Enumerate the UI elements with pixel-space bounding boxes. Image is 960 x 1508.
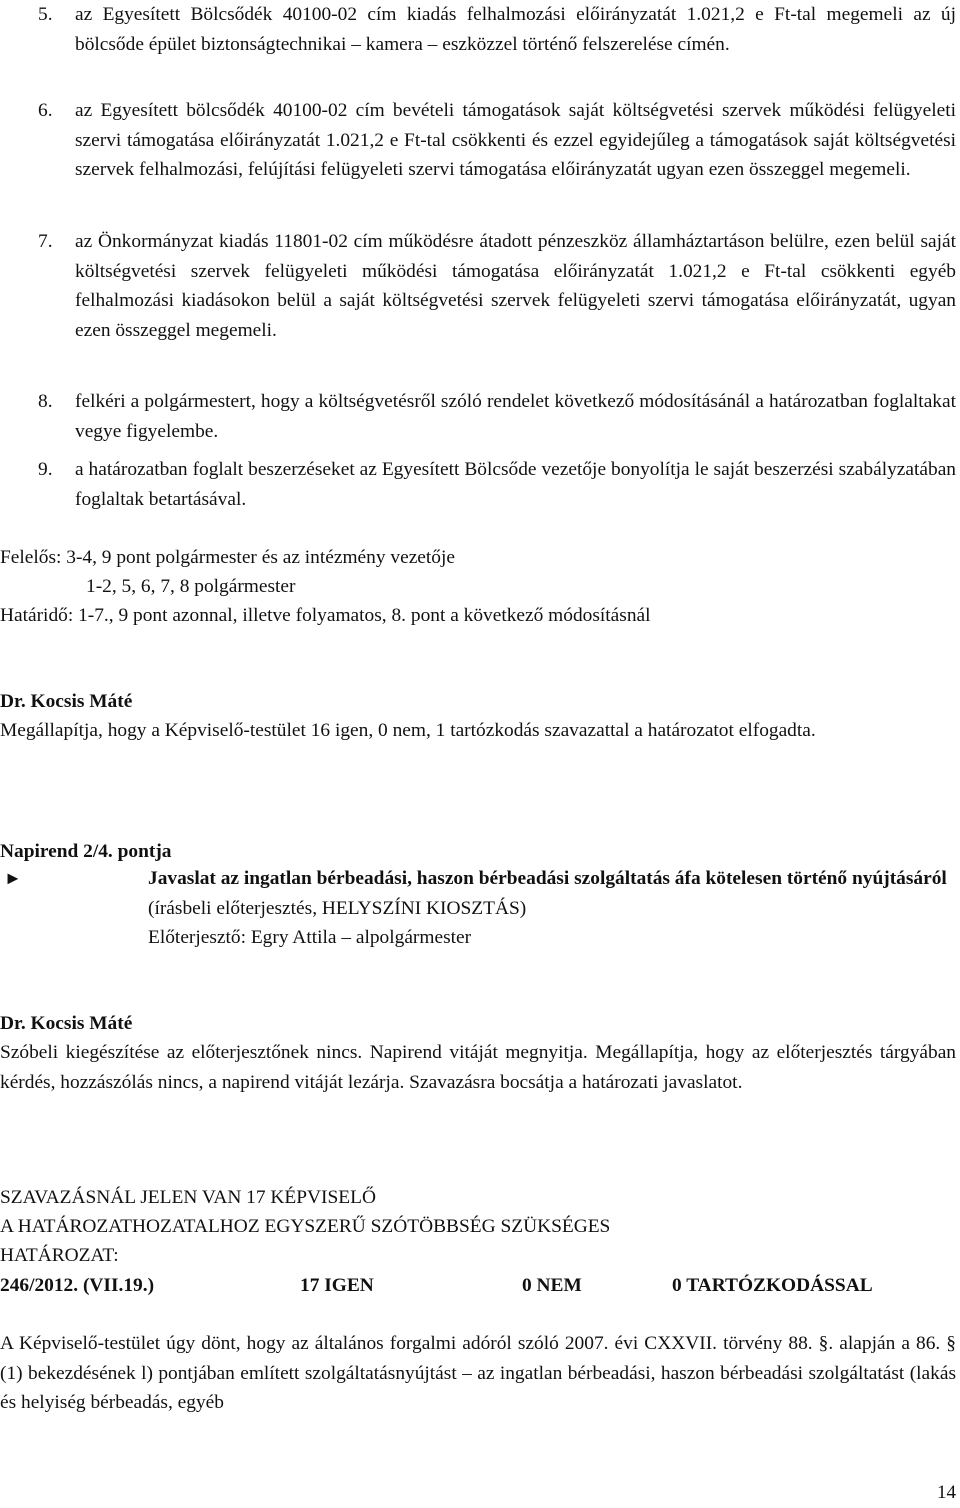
agenda-block	[148, 864, 956, 953]
list-item-text: az Egyesített Bölcsődék 40100-02 cím kiadás felhalmozási előirányzatát 1.021,2 e Ft-tal megemeli az új bölcsőde épület biztonságtechnikai – kamera – eszközzel történő felszerelése címén.	[75, 4, 956, 55]
list-item-9	[38, 455, 956, 514]
voting-majority: A HATÁROZATHOZATALHOZ EGYSZERŰ SZÓTÖBBSÉG SZÜKSÉGES	[0, 1216, 611, 1237]
list-item-8	[38, 387, 956, 446]
deadline-line: Határidő: 1-7., 9 pont azonnal, illetve folyamatos, 8. pont a következő módosításnál	[0, 605, 651, 626]
list-item-7	[38, 227, 956, 345]
vote-no: 0 NEM	[522, 1275, 582, 1296]
responsible-line: Felelős: 3-4, 9 pont polgármester és az intézmény vezetője	[0, 547, 455, 568]
agenda-presenter: Előterjesztő: Egry Attila – alpolgármester	[148, 927, 472, 948]
vote-abstain: 0 TARTÓZKODÁSSAL	[672, 1275, 873, 1296]
list-item-5	[38, 0, 956, 59]
list-item-number: 7.	[38, 231, 53, 252]
decision-text: A Képviselő-testület úgy dönt, hogy az általános forgalmi adóról szóló 2007. évi CXXVII. törvény 88. §. alapján a 86. § (1) bekezdésének l) pontjában említett szolgáltatásnyújtást – az ingatlan bérbeadási, haszon bérbeadási szolgáltatást (lakás és helyiség bérbeadás, egyéb	[0, 1333, 956, 1413]
list-item-number: 6.	[38, 100, 53, 121]
list-item-text: felkéri a polgármestert, hogy a költségvetésről szóló rendelet következő módosításánál a határozatban foglaltakat vegye figyelembe.	[75, 391, 956, 442]
list-item-text: az Önkormányzat kiadás 11801-02 cím működésre átadott pénzeszköz államháztartáson belülre, ezen belül saját költségvetési szervek felügyeleti működési támogatása előirányzatát 1.021,2 e Ft-tal csökkenti egyéb felhalmozási kiadásokon belül a saját költségvetési szervek felügyeleti szervi támogatása előirányzatát, ugyan ezen összeggel megemeli.	[75, 231, 956, 341]
voting-present: SZAVAZÁSNÁL JELEN VAN 17 KÉPVISELŐ	[0, 1187, 376, 1208]
arrow-right-icon: ►	[4, 868, 22, 888]
resolution-label: HATÁROZAT:	[0, 1245, 119, 1266]
page-number: 14	[937, 1482, 956, 1503]
speaker-name: Dr. Kocsis Máté	[0, 691, 133, 712]
vote-yes: 17 IGEN	[300, 1275, 374, 1296]
list-item-text: a határozatban foglalt beszerzéseket az Egyesített Bölcsőde vezetője bonyolítja le saját beszerzési szabályzatában foglaltak betartásával.	[75, 459, 956, 510]
speaker-name-2: Dr. Kocsis Máté	[0, 1013, 133, 1034]
speaker-statement-2: Szóbeli kiegészítése az előterjesztőnek nincs. Napirend vitáját megnyitja. Megállapítja, hogy az előterjesztés tárgyában kérdés, hozzászólás nincs, a napirend vitáját lezárja. Szavazásra bocsátja a határozati javaslatot.	[0, 1042, 956, 1093]
list-item-number: 9.	[38, 459, 53, 480]
resolution-number: 246/2012. (VII.19.)	[0, 1275, 155, 1296]
agenda-label: Napirend 2/4. pontja	[0, 841, 172, 862]
responsible-line-2: 1-2, 5, 6, 7, 8 polgármester	[86, 576, 296, 597]
list-item-text: az Egyesített bölcsődék 40100-02 cím bevételi támogatások saját költségvetési szervek működési felügyeleti szervi támogatása előirányzatát 1.021,2 e Ft-tal csökkenti és ezzel egyidejűleg a támogatások saját költségvetési szervek felhalmozási, felújítási felügyeleti szervi támogatása előirányzatát ugyan ezen összeggel megemeli.	[75, 100, 956, 180]
speaker-statement: Megállapítja, hogy a Képviselő-testület 16 igen, 0 nem, 1 tartózkodás szavazattal a határozatot elfogadta.	[0, 720, 816, 741]
agenda-note: (írásbeli előterjesztés, HELYSZÍNI KIOSZTÁS)	[148, 897, 527, 919]
list-item-number: 8.	[38, 391, 53, 412]
list-item-number: 5.	[38, 4, 53, 25]
list-item-6	[38, 96, 956, 185]
agenda-title: Javaslat az ingatlan bérbeadási, haszon bérbeadási szolgáltatás áfa kötelesen történő nyújtásáról	[148, 868, 947, 889]
